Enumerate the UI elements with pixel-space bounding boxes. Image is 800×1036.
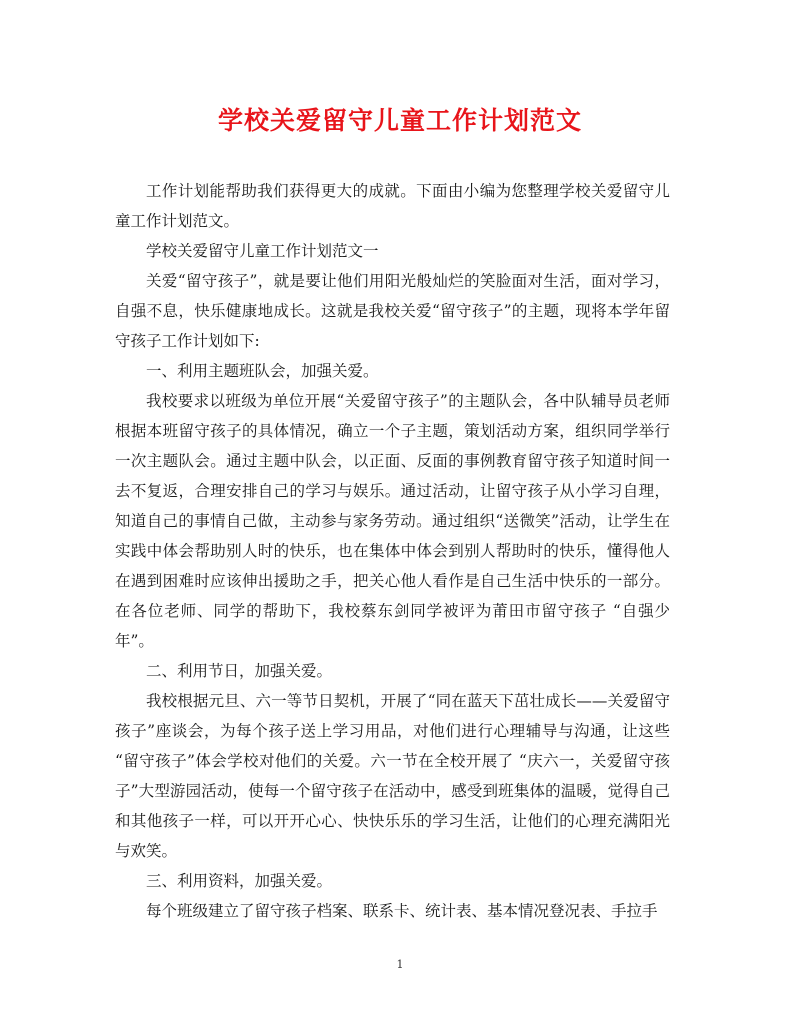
paragraph-intro: 工作计划能帮助我们获得更大的成就。下面由小编为您整理学校关爱留守儿童工作计划范文。	[115, 182, 670, 230]
section-heading-3: 三、利用资料，加强关爱。	[146, 872, 333, 890]
section-heading-2: 二、利用节日，加强关爱。	[146, 662, 333, 680]
document-title: 学校关爱留守儿童工作计划范文	[217, 106, 582, 135]
paragraph-section-3: 每个班级建立了留守孩子档案、联系卡、统计表、基本情况登况表、手拉手	[146, 902, 658, 920]
paragraph-section-2: 我校根据元旦、六一等节日契机，开展了“同在蓝天下茁壮成长——关爱留守孩子”座谈会，为每个孩子送上学习用品，对他们进行心理辅导与沟通，让这些 “留守孩子”体会学校对他们的关爱。六一节在全校开展了 “庆六一，关爱留守孩子”大型游园活动，使每一个留守孩子在活动中，感受到班集体的温暖，觉得自己和其他孩子一样，可以开开心心、快快乐乐的学习生活，让他们的心理充满阳光与欢笑。	[115, 692, 670, 860]
document-body	[115, 176, 670, 926]
paragraph-theme: 关爱“留守孩子”，就是要让他们用阳光般灿烂的笑脸面对生活，面对学习，自强不息，快乐健康地成长。这就是我校关爱“留守孩子”的主题，现将本学年留守孩子工作计划如下:	[115, 272, 670, 350]
paragraph-section-1: 我校要求以班级为单位开展“关爱留守孩子”的主题队会，各中队辅导员老师根据本班留守孩子的具体情况，确立一个子主题，策划活动方案，组织同学举行一次主题队会。通过主题中队会，以正面、反面的事例教育留守孩子知道时间一去不复返，合理安排自己的学习与娱乐。通过活动，让留守孩子从小学习自理，知道自己的事情自己做，主动参与家务劳动。通过组织“送微笑”活动，让学生在实践中体会帮助别人时的快乐，也在集体中体会到别人帮助时的快乐，懂得他人在遇到困难时应该伸出援助之手，把关心他人看作是自己生活中快乐的一部分。在各位老师、同学的帮助下，我校蔡东剑同学被评为莆田市留守孩子 “自强少年”。	[115, 392, 670, 650]
page-number: 1	[396, 958, 404, 971]
section-heading-1: 一、利用主题班队会，加强关爱。	[146, 362, 379, 380]
paragraph-subtitle: 学校关爱留守儿童工作计划范文一	[146, 242, 379, 260]
